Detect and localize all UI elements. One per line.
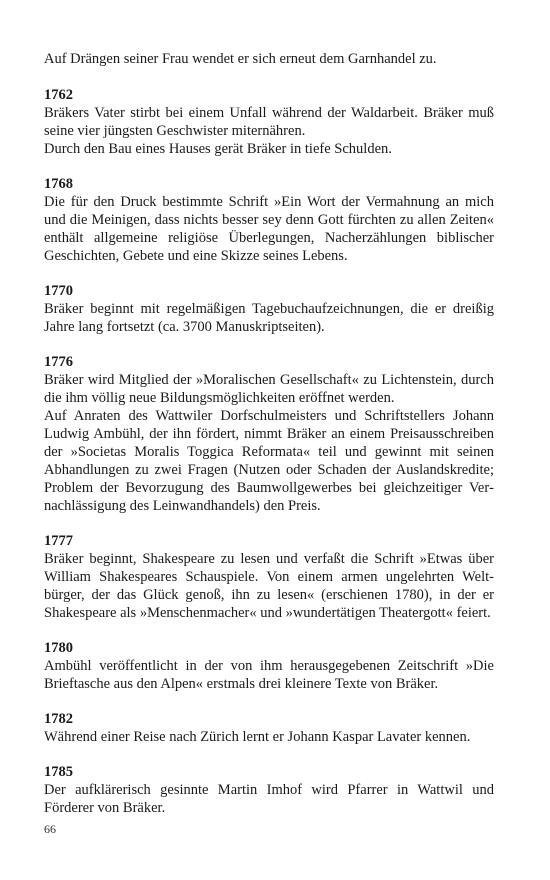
timeline-entry-1782: [44, 710, 494, 746]
timeline-entry-1785: [44, 763, 494, 817]
entry-year: 1762: [44, 87, 73, 103]
page-body: [44, 50, 494, 834]
page-number: 66: [44, 822, 56, 836]
timeline-entry-1780: [44, 639, 494, 693]
entry-year: 1768: [44, 176, 73, 192]
entry-paragraph: Auf Anraten des Wattwiler Dorfschulmeisters und Schriftstellers Johann Ludwig Ambühl, der ihn fördert, nimmt Bräker an einem Preisausschreiben der »Societas Moralis Toggica Reformata« teil und gewinnt mit seinen Abhandlungen zu zwei Fragen (Nutzen oder Schaden der Auslandskredite; Problem der Bevorzugung des Baumwollgewerbes bei gleichzeitiger Vernachlässigung des Leinwandhandels) den Preis.: [44, 408, 494, 514]
entry-year: 1785: [44, 764, 73, 780]
entry-paragraph: Bräker wird Mitglied der »Moralischen Gesellschaft« zu Lichtenstein, durch die ihm völlig neue Bildungsmöglichkeiten eröffnet werden.: [44, 372, 494, 406]
entry-year: 1776: [44, 354, 73, 370]
entry-year: 1780: [44, 640, 73, 656]
entry-paragraph: Bräkers Vater stirbt bei einem Unfall während der Waldarbeit. Bräker muß seine vier jüngsten Geschwister miternähren.: [44, 105, 494, 139]
timeline-entry-1777: [44, 532, 494, 622]
entry-paragraph: Der aufklärerisch gesinnte Martin Imhof wird Pfarrer in Wattwil und Förderer von Bräker.: [44, 782, 494, 816]
entry-paragraph: Bräker beginnt mit regelmäßigen Tagebuchaufzeichnungen, die er dreißig Jahre lang fortsetzt (ca. 3700 Manuskriptseiten).: [44, 301, 494, 335]
intro-paragraph: Auf Drängen seiner Frau wendet er sich erneut dem Garnhandel zu.: [44, 51, 437, 67]
entry-paragraph: Bräker beginnt, Shakespeare zu lesen und verfaßt die Schrift »Etwas über William Shakespeares Schauspiele. Von einem armen ungelehrten Weltbürger, der das Glück genoß, ihn zu lesen« (erschienen 1780), in der er Shakespeare als »Menschenmacher« und »wundertätigen Theatergott« feiert.: [44, 551, 494, 621]
entry-year: 1782: [44, 711, 73, 727]
timeline-entry-1776: [44, 353, 494, 515]
entry-paragraph: Durch den Bau eines Hauses gerät Bräker in tiefe Schulden.: [44, 141, 392, 157]
entry-paragraph: Die für den Druck bestimmte Schrift »Ein Wort der Vermahnung an mich und die Meinigen, dass nichts besser sey denn Gott fürchten zu allen Zeiten« enthält allgemeine religiöse Überlegungen, Nacherzählungen biblischer Geschichten, Gebete und eine Skizze seines Lebens.: [44, 194, 494, 264]
entry-paragraph: Ambühl veröffentlicht in der von ihm herausgegebenen Zeitschrift »Die Brieftasche aus den Alpen« erstmals drei kleinere Texte von Bräker.: [44, 658, 494, 692]
timeline-entry-1768: [44, 175, 494, 265]
entry-year: 1770: [44, 283, 73, 299]
entry-paragraph: Während einer Reise nach Zürich lernt er Johann Kaspar Lavater kennen.: [44, 729, 471, 745]
timeline-entry-1770: [44, 282, 494, 336]
timeline-entry-1762: [44, 86, 494, 158]
entry-year: 1777: [44, 533, 73, 549]
